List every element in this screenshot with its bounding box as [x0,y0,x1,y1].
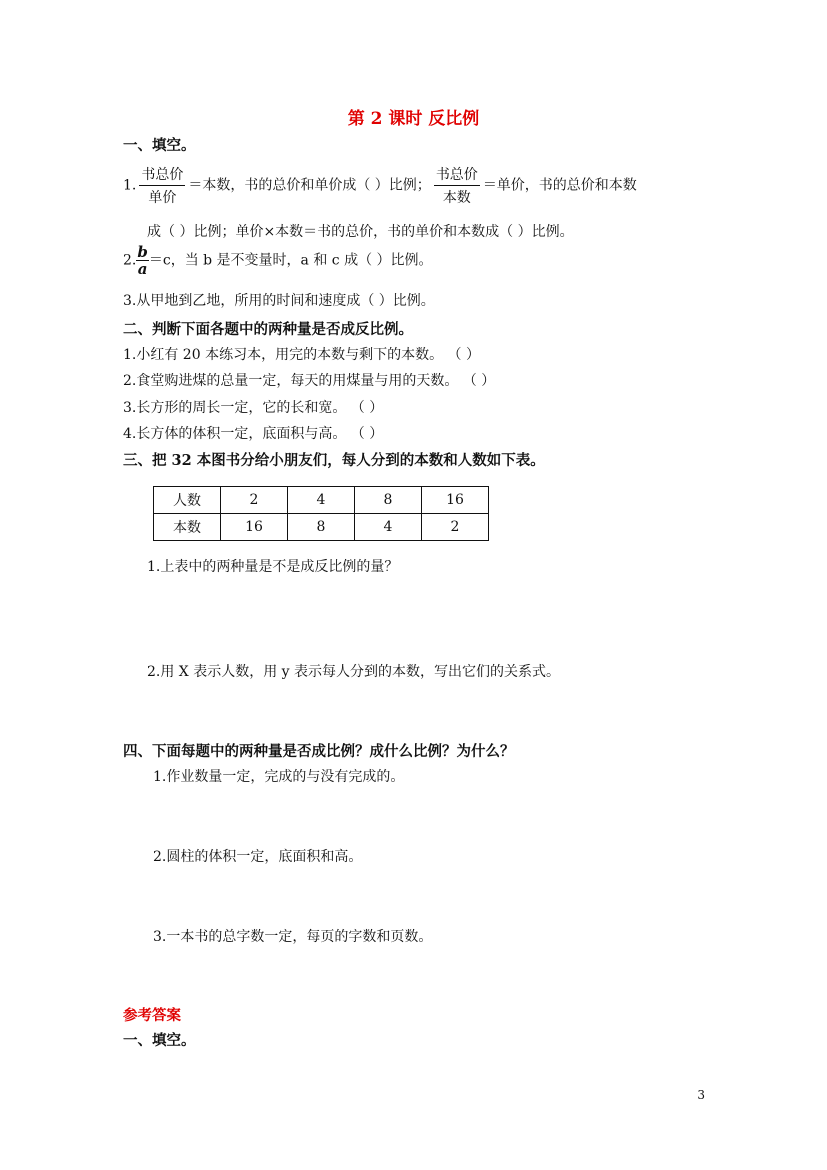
section2-heading: 二、判断下面各题中的两种量是否成反比例。 [123,321,413,338]
table-cell: 16 [221,514,288,541]
section4-item-2: 2.圆柱的体积一定，底面积和高。 [153,849,363,865]
table-row [154,487,489,514]
section3-q1: 1.上表中的两种量是不是成反比例的量？ [147,559,399,575]
section4-heading: 四、下面每题中的两种量是否成比例？成什么比例？为什么？ [123,743,515,760]
section1-heading: 一、填空。 [123,137,196,154]
section4-item-3: 3.一本书的总字数一定，每页的字数和页数。 [153,929,433,945]
fraction-b-over-a: $\frac{b}{a}$ [137,243,148,278]
q2-line [123,244,433,277]
page-number: 3 [697,1088,705,1102]
q1-number: 1. [123,177,137,194]
table-cell: 8 [288,514,355,541]
table-cell: 8 [355,487,422,514]
fraction-total-price-over-unit-price: $\frac{\text{书总价}}{\text{单价}}$ [139,164,185,207]
q1-text2: ＝单价，书的总价和本数 [482,177,637,194]
answers-section1-heading: 一、填空。 [123,1032,196,1049]
q1-line2: 成（ ）比例；单价×本数＝书的总价，书的单价和本数成（ ）比例。 [147,224,574,240]
section3-heading: 三、把 32 本图书分给小朋友们，每人分到的本数和人数如下表。 [123,452,545,469]
books-people-table [153,486,489,541]
q2-text: ＝c，当 b 是不变量时，a 和 c 成（ ）比例。 [148,252,433,269]
table-row [154,514,489,541]
q1-text1: ＝本数，书的总价和单价成（ ）比例； [188,177,431,194]
judge-item-3: 3.长方形的周长一定，它的长和宽。 （ ） [123,400,384,416]
q1-line1 [123,164,637,207]
answers-heading: 参考答案 [123,1007,181,1024]
table-cell: 本数 [154,514,221,541]
table-cell: 人数 [154,487,221,514]
judge-item-4: 4.长方体的体积一定，底面积与高。 （ ） [123,426,384,442]
q2-number: 2. [123,252,137,269]
section4-item-1: 1.作业数量一定，完成的与没有完成的。 [153,769,405,785]
table-cell: 2 [221,487,288,514]
q3-line: 3.从甲地到乙地，所用的时间和速度成（ ）比例。 [123,293,435,309]
table-cell: 2 [422,514,489,541]
judge-item-2: 2.食堂购进煤的总量一定，每天的用煤量与用的天数。 （ ） [123,373,496,389]
section3-q2: 2.用 X 表示人数，用 y 表示每人分到的本数，写出它们的关系式。 [147,664,561,680]
judge-item-1: 1.小红有 20 本练习本，用完的本数与剩下的本数。 （ ） [123,347,480,363]
fraction-total-price-over-count: $\frac{\text{书总价}}{\text{本数}}$ [434,164,480,207]
page-title: 第 2 课时 反比例 [347,109,480,129]
table-cell: 4 [288,487,355,514]
table-cell: 4 [355,514,422,541]
table-cell: 16 [422,487,489,514]
